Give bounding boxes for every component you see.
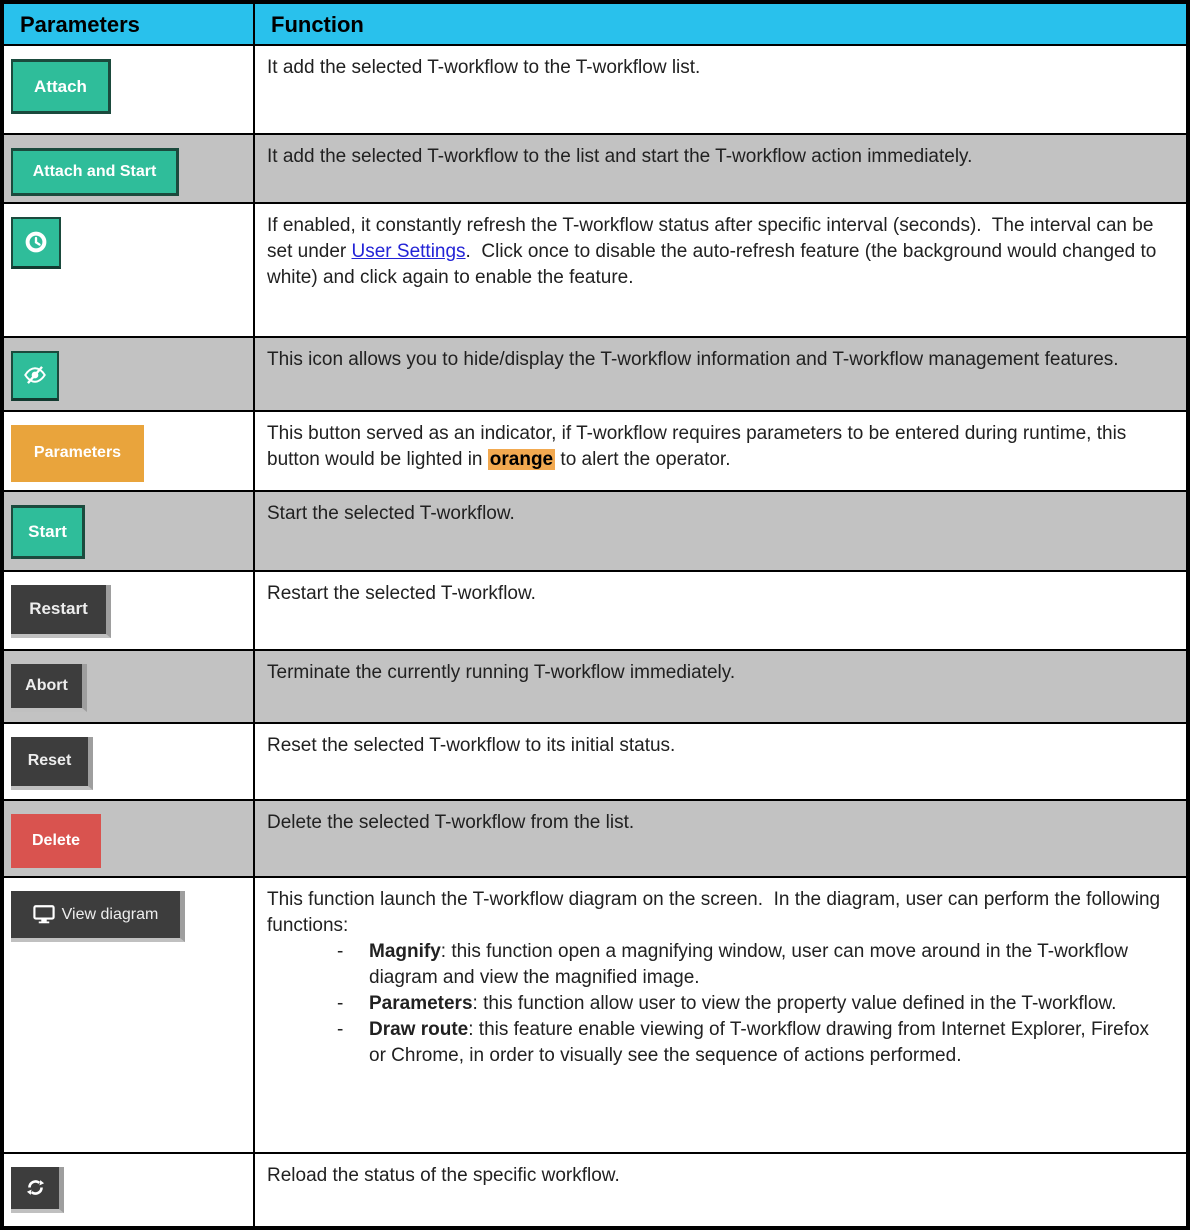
function-cell: [254, 877, 1188, 1152]
eye-slash-icon: [22, 362, 48, 388]
param-cell: [2, 45, 254, 134]
auto-refresh-toggle-button[interactable]: [11, 217, 61, 269]
row-delete: [2, 800, 1188, 878]
function-text: to alert the operator.: [555, 448, 731, 470]
attach-button[interactable]: Attach: [11, 59, 111, 114]
param-cell: [2, 337, 254, 411]
bullet-text: Parameters: this function allow user to view the property value defined in the T-workflow.: [369, 993, 1117, 1015]
param-cell: [2, 411, 254, 491]
header-row: [2, 2, 1188, 45]
bullet-dash: -: [337, 1019, 344, 1041]
reload-status-button[interactable]: [11, 1167, 64, 1213]
param-cell: [2, 203, 254, 337]
function-text: It add the selected T-workflow to the T-workflow list.: [267, 57, 701, 78]
row-parameters-indicator: [2, 411, 1188, 491]
function-text: This icon allows you to hide/display the T-workflow information and T-workflow management features.: [267, 348, 1119, 370]
function-text: Reload the status of the specific workflow.: [267, 1164, 620, 1186]
view-diagram-label: View diagram: [61, 905, 159, 923]
function-text: Start the selected T-workflow.: [267, 502, 515, 524]
restart-button[interactable]: Restart: [11, 585, 111, 638]
param-cell: [2, 1153, 254, 1228]
function-cell: [254, 723, 1188, 800]
function-text: If enabled, it constantly refresh the T-workflow status after specific interval (seconds). The interval can be set under: [267, 214, 1154, 262]
row-reset: [2, 723, 1188, 800]
function-text: This button served as an indicator, if T-workflow requires parameters to be entered during runtime, this button would be lighted in: [267, 422, 1127, 470]
row-attach: [2, 45, 1188, 134]
row-attach-and-start: [2, 134, 1188, 203]
function-text: This function launch the T-workflow diagram on the screen. In the diagram, user can perform the following functions:: [267, 889, 1161, 937]
bullet-dash: -: [337, 993, 344, 1015]
param-cell: [2, 134, 254, 203]
parameters-indicator-button[interactable]: Parameters: [11, 425, 144, 482]
bullet-dash: -: [337, 941, 344, 963]
monitor-icon: [33, 905, 55, 924]
function-text: Delete the selected T-workflow from the list.: [267, 811, 635, 833]
view-diagram-button[interactable]: [11, 891, 185, 942]
delete-button[interactable]: Delete: [11, 814, 101, 868]
bullet-text: Magnify: this function open a magnifying window, user can move around in the T-workflow diagram and view the magnified image.: [369, 941, 1128, 989]
bullet-draw-route: [267, 1017, 1170, 1069]
reset-button[interactable]: Reset: [11, 737, 93, 790]
column-header-parameters: Parameters: [2, 2, 254, 45]
function-text: . Click once to disable the auto-refresh feature (the background would changed to white) and click again to enable the feature.: [267, 240, 1157, 288]
function-cell: [254, 45, 1188, 134]
bullet-text: Draw route: this feature enable viewing of T-workflow drawing from Internet Explorer, Firefox or Chrome, in order to visually see the sequence of actions performed.: [369, 1019, 1150, 1067]
param-cell: [2, 877, 254, 1152]
function-cell: [254, 134, 1188, 203]
function-cell: [254, 411, 1188, 491]
function-text: Terminate the currently running T-workflow immediately.: [267, 661, 736, 683]
attach-and-start-button[interactable]: Attach and Start: [11, 148, 179, 196]
param-cell: [2, 491, 254, 571]
start-button[interactable]: Start: [11, 505, 85, 559]
row-start: [2, 491, 1188, 571]
row-abort: [2, 650, 1188, 723]
bullet-parameters: [267, 991, 1170, 1017]
function-cell: [254, 800, 1188, 878]
function-text: Reset the selected T-workflow to its initial status.: [267, 734, 676, 756]
param-cell: [2, 571, 254, 650]
row-auto-refresh: [2, 203, 1188, 337]
function-cell: [254, 337, 1188, 411]
row-reload-status: [2, 1153, 1188, 1228]
param-cell: [2, 800, 254, 878]
param-cell: [2, 650, 254, 723]
user-settings-link[interactable]: User Settings: [351, 240, 466, 262]
function-cell: [254, 491, 1188, 571]
function-text: Restart the selected T-workflow.: [267, 582, 536, 604]
function-cell: [254, 203, 1188, 337]
function-cell: [254, 650, 1188, 723]
row-restart: [2, 571, 1188, 650]
row-view-diagram: [2, 877, 1188, 1152]
orange-highlight: orange: [489, 448, 554, 470]
function-cell: [254, 1153, 1188, 1228]
hide-display-toggle-button[interactable]: [11, 351, 59, 401]
bullet-magnify: [267, 939, 1170, 991]
row-hide-display: [2, 337, 1188, 411]
clock-icon: [22, 228, 50, 256]
refresh-icon: [25, 1177, 46, 1198]
function-text: It add the selected T-workflow to the list and start the T-workflow action immediately.: [267, 146, 973, 168]
column-header-function: Function: [254, 2, 1188, 45]
param-cell: [2, 723, 254, 800]
abort-button[interactable]: Abort: [11, 664, 87, 712]
function-cell: [254, 571, 1188, 650]
